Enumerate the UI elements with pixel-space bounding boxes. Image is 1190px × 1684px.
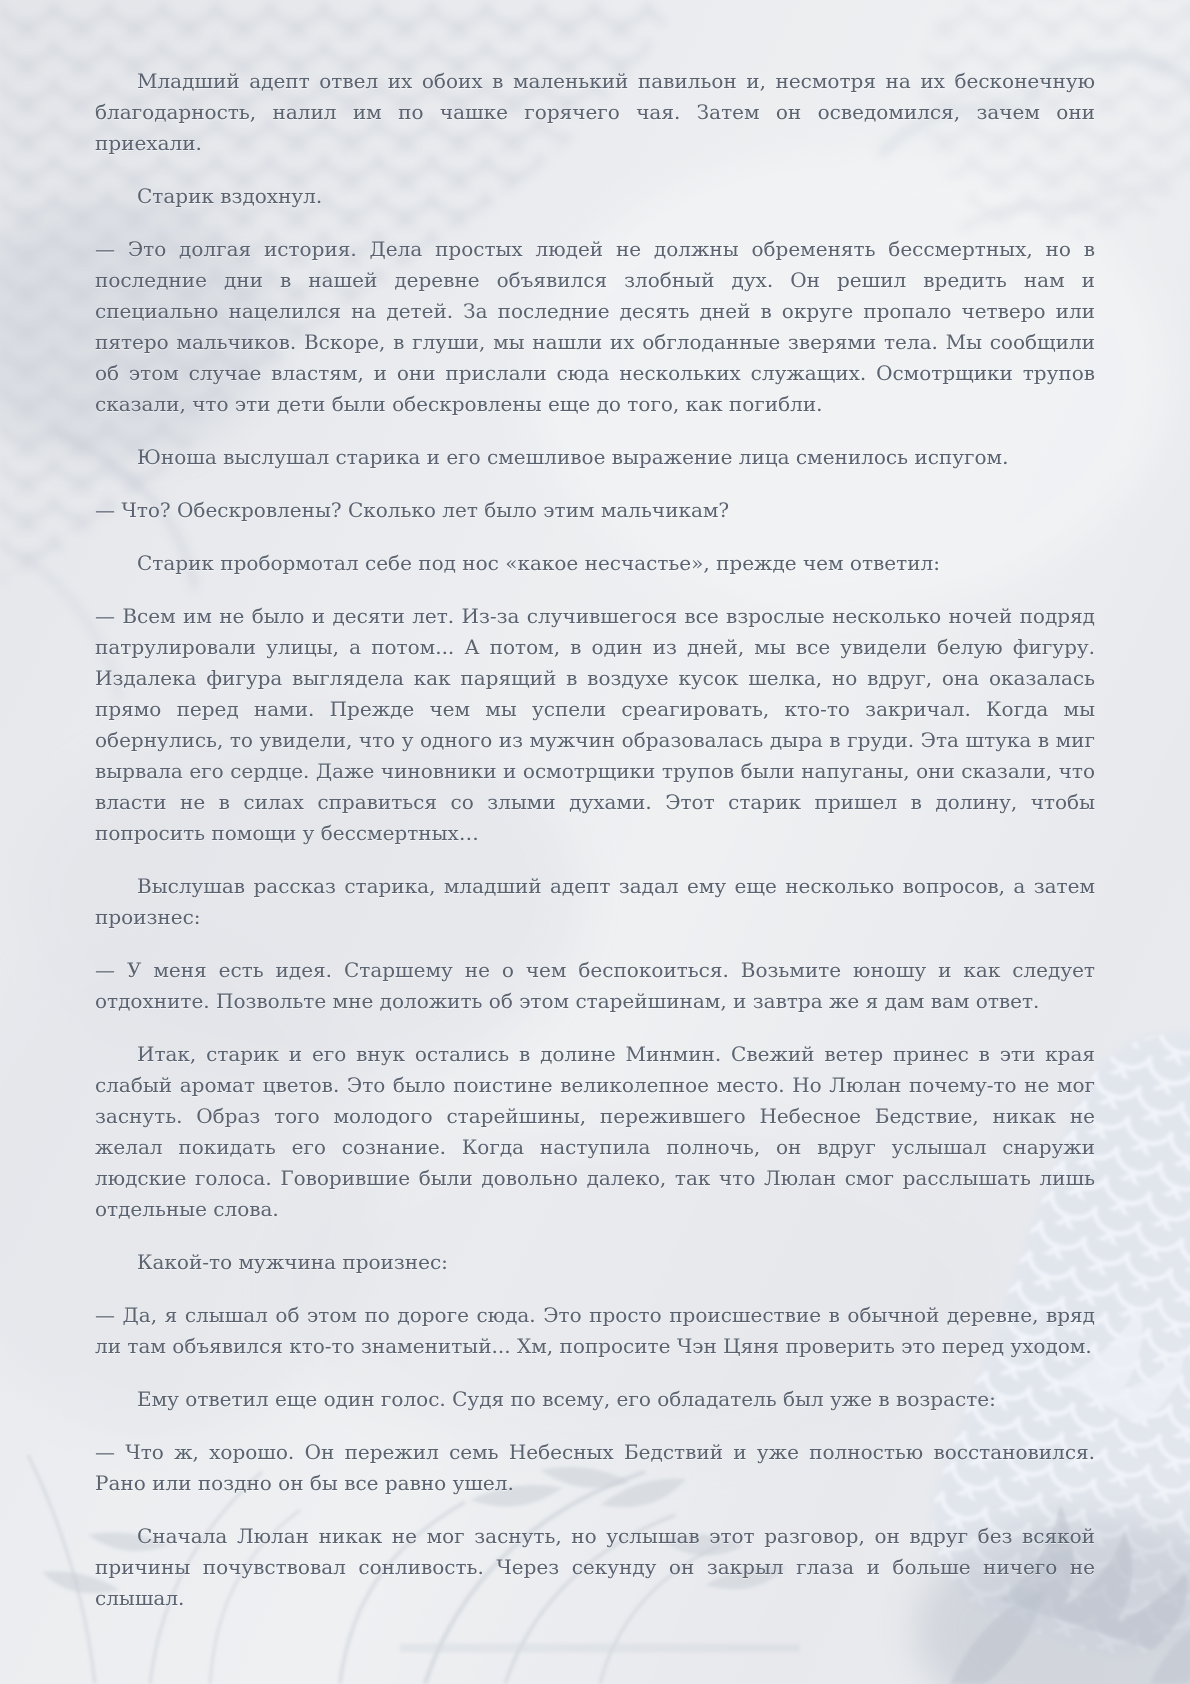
- page-text: [95, 66, 1095, 1636]
- paragraph: Юноша выслушал старика и его смешливое выражение лица сменилось испугом.: [137, 445, 1009, 469]
- paragraph: — Всем им не было и десяти лет. Из-за случившегося все взрослые несколько ночей подряд патрулировали улицы, а потом... А потом, в один из дней, мы все увидели белую фигуру. Издалека фигура выглядела как парящий в воздухе кусок шелка, но вдруг, она оказалась прямо перед нами. Прежде чем мы успели среагировать, кто-то закричал. Когда мы обернулись, то увидели, что у одного из мужчин образовалась дыра в груди. Эта штука в миг вырвала его сердце. Даже чиновники и осмотрщики трупов были напуганы, они сказали, что власти не в силах справиться со злыми духами. Этот старик пришел в долину, чтобы попросить помощи у бессмертных…: [95, 604, 1095, 845]
- paragraph: — У меня есть идея. Старшему не о чем беспокоиться. Возьмите юношу и как следует отдохните. Позвольте мне доложить об этом старейшинам, и завтра же я дам вам ответ.: [95, 958, 1095, 1013]
- paragraph: — Что ж, хорошо. Он пережил семь Небесных Бедствий и уже полностью восстановился. Рано или поздно он бы все равно ушел.: [95, 1440, 1095, 1495]
- paragraph: Ему ответил еще один голос. Судя по всему, его обладатель был уже в возрасте:: [137, 1387, 996, 1411]
- paragraph: Итак, старик и его внук остались в долине Минмин. Свежий ветер принес в эти края слабый аромат цветов. Это было поистине великолепное место. Но Люлан почему-то не мог заснуть. Образ того молодого старейшины, пережившего Небесное Бедствие, никак не желал покидать его сознание. Когда наступила полночь, он вдруг услышал снаружи людские голоса. Говорившие были довольно далеко, так что Люлан смог расслышать лишь отдельные слова.: [95, 1042, 1095, 1221]
- paragraph: Сначала Люлан никак не мог заснуть, но услышав этот разговор, он вдруг без всякой причины почувствовал сонливость. Через секунду он закрыл глаза и больше ничего не слышал.: [95, 1524, 1095, 1610]
- paragraph: Какой-то мужчина произнес:: [137, 1250, 448, 1274]
- paragraph: Старик вздохнул.: [137, 184, 323, 208]
- paragraph: Старик пробормотал себе под нос «какое несчастье», прежде чем ответил:: [137, 551, 940, 575]
- paragraph: Младший адепт отвел их обоих в маленький павильон и, несмотря на их бесконечную благодарность, налил им по чашке горячего чая. Затем он осведомился, зачем они приехали.: [95, 69, 1095, 155]
- paragraph: — Да, я слышал об этом по дороге сюда. Это просто происшествие в обычной деревне, вряд ли там объявился кто-то знаменитый... Хм, попросите Чэн Цяня проверить это перед уходом.: [95, 1303, 1095, 1358]
- paragraph: — Что? Обескровлены? Сколько лет было этим мальчикам?: [95, 498, 730, 522]
- paragraph: Выслушав рассказ старика, младший адепт задал ему еще несколько вопросов, а затем произнес:: [95, 874, 1095, 929]
- paragraph: — Это долгая история. Дела простых людей не должны обременять бессмертных, но в последние дни в нашей деревне объявился злобный дух. Он решил вредить нам и специально нацелился на детей. За последние десять дней в округе пропало четверо или пятеро мальчиков. Вскоре, в глуши, мы нашли их обглоданные зверями тела. Мы сообщили об этом случае властям, и они прислали сюда нескольких служащих. Осмотрщики трупов сказали, что эти дети были обескровлены еще до того, как погибли.: [95, 237, 1095, 416]
